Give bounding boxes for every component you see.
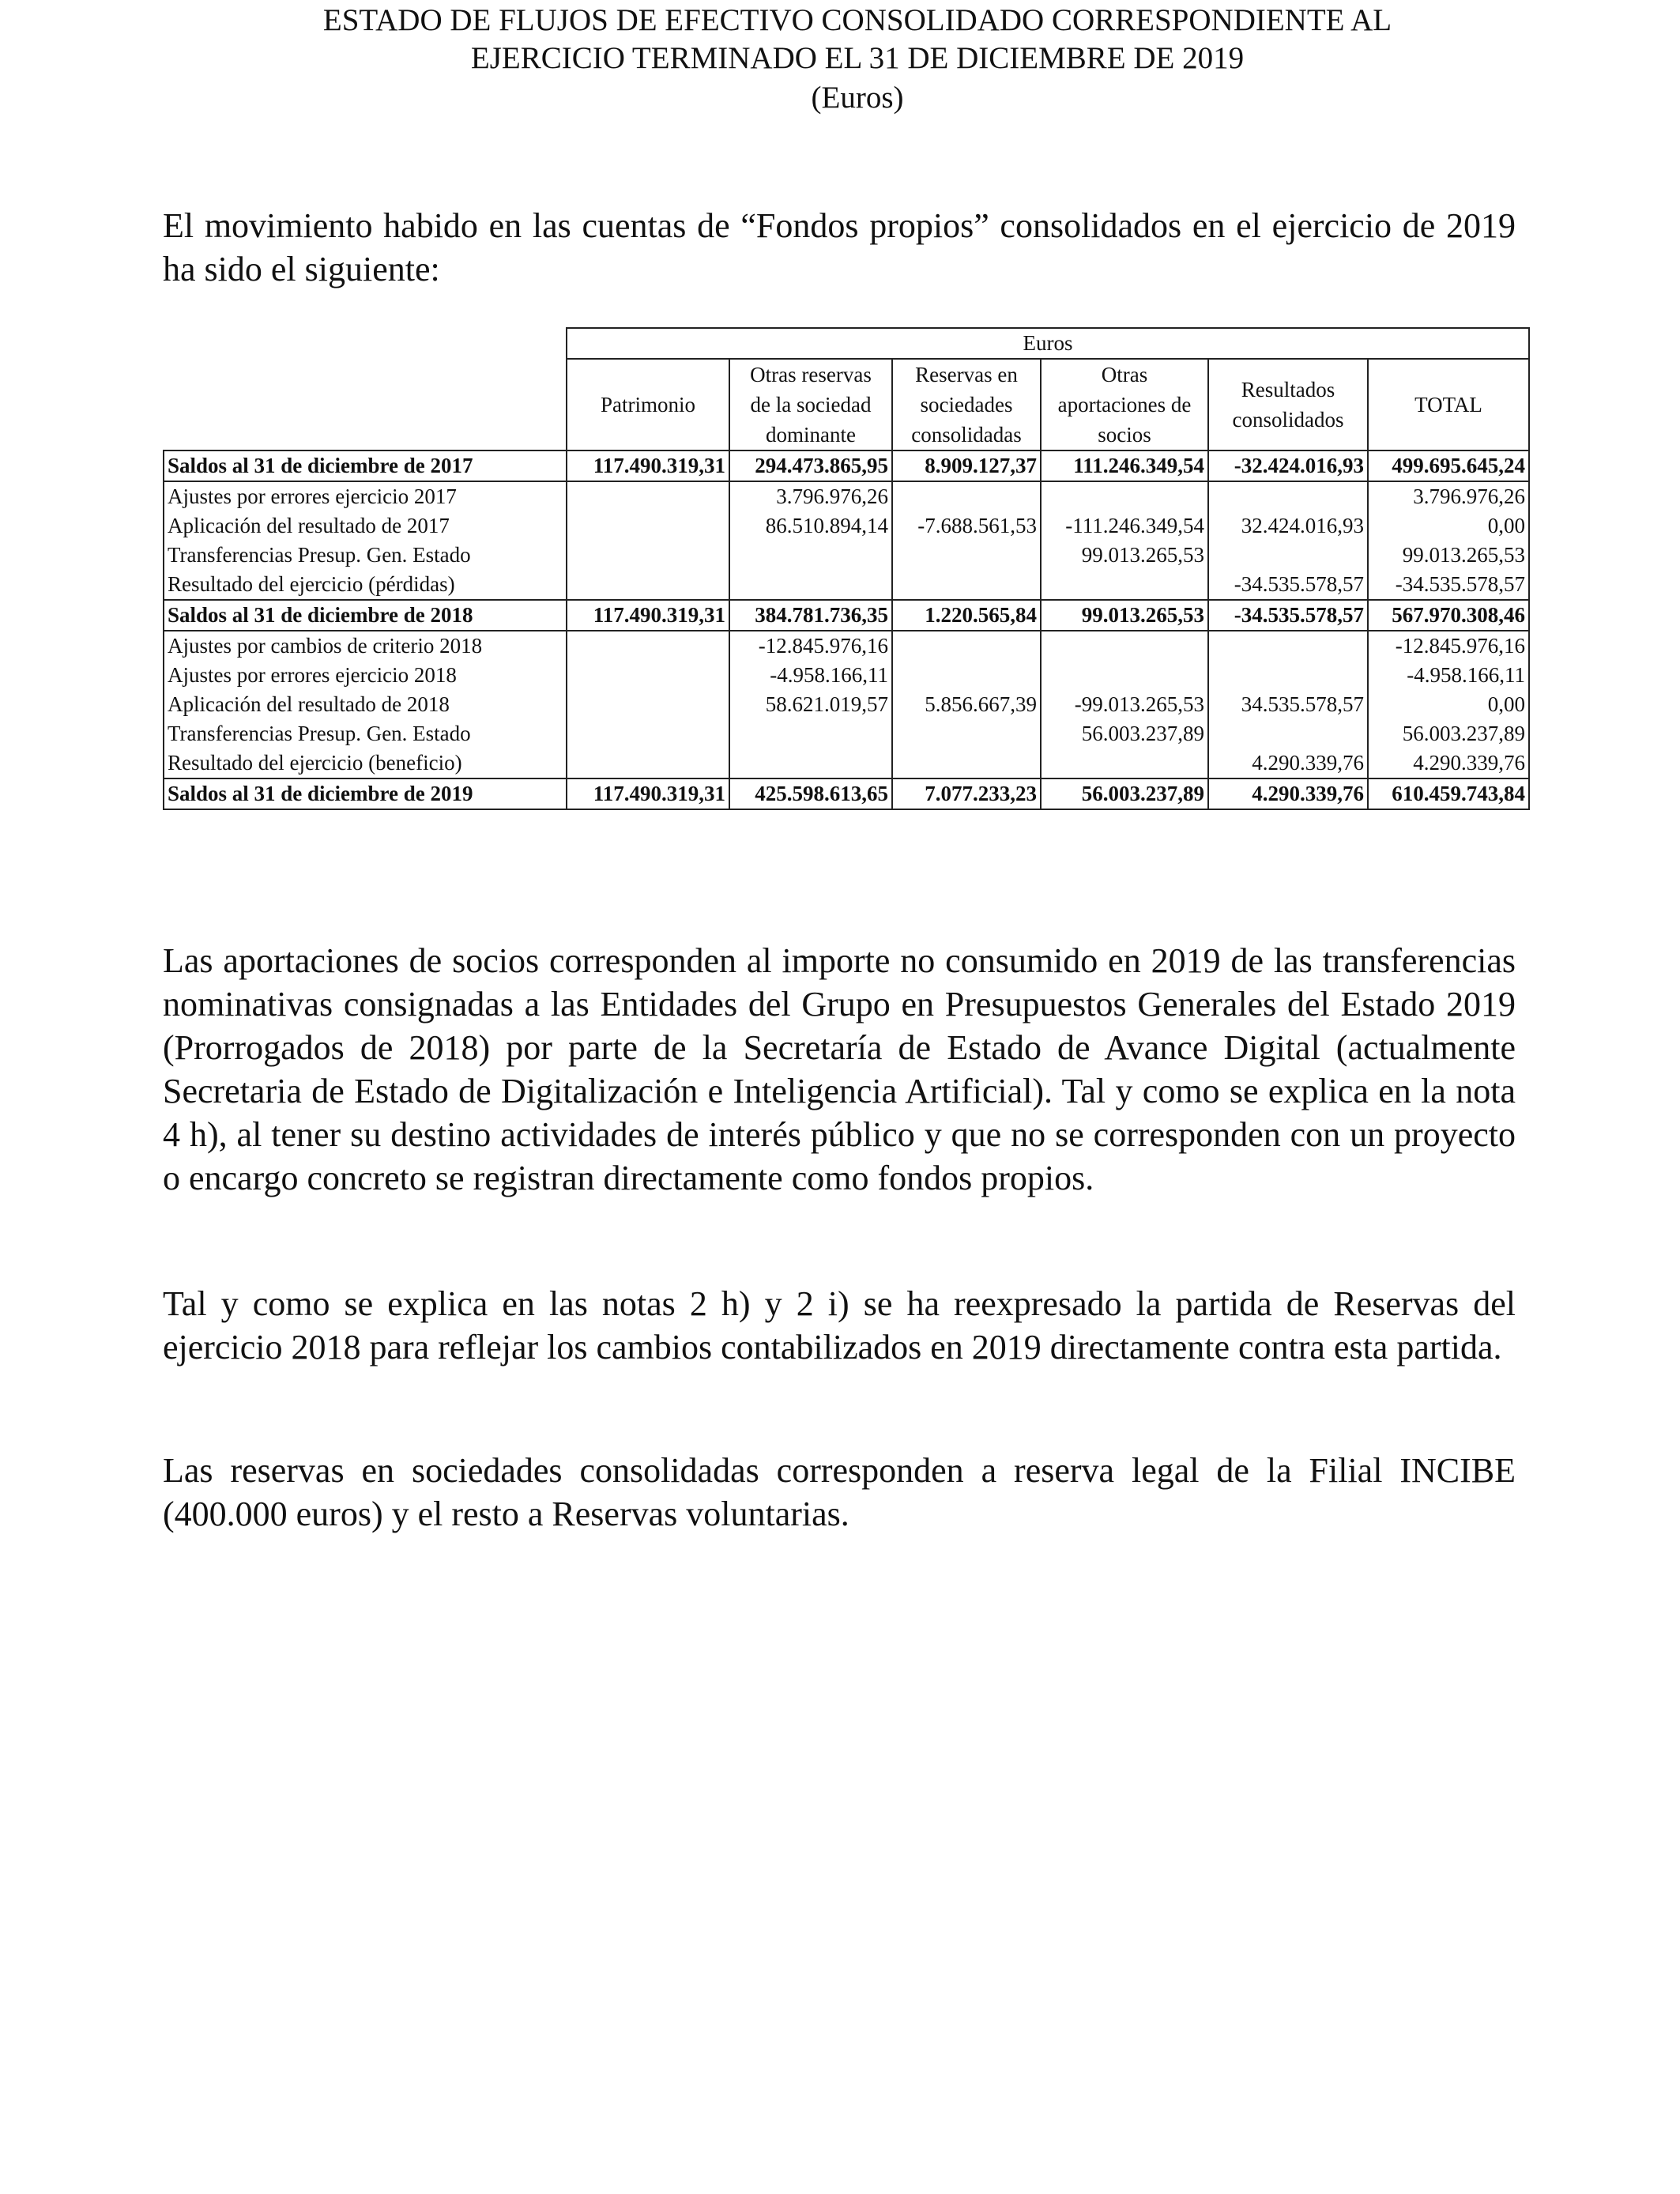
col-header-text: Resultados	[1241, 378, 1335, 401]
cell-value: 3.796.976,26	[729, 481, 892, 511]
table-row	[164, 661, 1529, 690]
paragraph-reservas: Las reservas en sociedades consolidadas corresponden a reserva legal de la Filial INCIBE (400.000 euros) y el resto a Reservas voluntarias.	[163, 1451, 1516, 1533]
cell-value: -4.958.166,11	[729, 661, 892, 690]
col-header-reservas-sociedades	[892, 359, 1041, 450]
col-header-otras-reservas	[729, 359, 892, 450]
cell-value	[567, 631, 729, 661]
cell-value	[1041, 570, 1208, 600]
cell-value: 58.621.019,57	[729, 690, 892, 719]
col-header-text: consolidadas	[911, 423, 1022, 447]
col-header-text: de la sociedad	[750, 393, 872, 417]
cell-value	[1041, 481, 1208, 511]
col-header-total	[1368, 359, 1529, 450]
col-header-resultados	[1208, 359, 1368, 450]
cell-value: -111.246.349,54	[1041, 511, 1208, 541]
table-row	[164, 748, 1529, 778]
cell-value: -12.845.976,16	[729, 631, 892, 661]
cell-value	[729, 719, 892, 748]
cell-value: 111.246.349,54	[1041, 450, 1208, 481]
cell-value: 117.490.319,31	[567, 778, 729, 809]
cell-value	[1208, 631, 1368, 661]
intro-paragraph: El movimiento habido en las cuentas de “Fondos propios” consolidados en el ejercicio de 2019 ha sido el siguiente:	[163, 206, 1516, 288]
table-row	[164, 600, 1529, 631]
cell-value: 1.220.565,84	[892, 600, 1041, 631]
table-row	[164, 631, 1529, 661]
cell-value: 3.796.976,26	[1368, 481, 1529, 511]
cell-value	[892, 631, 1041, 661]
cell-value	[567, 511, 729, 541]
row-label: Saldos al 31 de diciembre de 2019	[164, 778, 567, 809]
cell-value: 8.909.127,37	[892, 450, 1041, 481]
paragraph-aportaciones: Las aportaciones de socios corresponden al importe no consumido en 2019 de las transferencias nominativas consignadas a las Entidades del Grupo en Presupuestos Generales del Estado 2019 (Prorrogados de 2018) por parte de la Secretaría de Estado de Avance Digital (actualmente Secretaria de Estado de Digitalización e Inteligencia Artificial). Tal y como se explica en la nota 4 h), al tener su destino actividades de interés público y que no se corresponden con un proyecto o encargo concreto se registran directamente como fondos propios.	[163, 941, 1516, 1197]
table-row	[164, 719, 1529, 748]
cell-value	[892, 481, 1041, 511]
table-row	[164, 511, 1529, 541]
cell-value	[1041, 661, 1208, 690]
col-header-text: TOTAL	[1414, 393, 1482, 417]
cell-value	[567, 661, 729, 690]
cell-value: 610.459.743,84	[1368, 778, 1529, 809]
euros-group-header: Euros	[567, 328, 1529, 359]
cell-value: 294.473.865,95	[729, 450, 892, 481]
cell-value: 117.490.319,31	[567, 600, 729, 631]
col-header-text: socios	[1098, 423, 1151, 447]
cell-value: -34.535.578,57	[1368, 570, 1529, 600]
cell-value: -4.958.166,11	[1368, 661, 1529, 690]
cell-value	[567, 719, 729, 748]
col-header-patrimonio	[567, 359, 729, 450]
equity-movements-table	[163, 327, 1530, 810]
col-header-text: sociedades	[920, 393, 1013, 417]
cell-value: 56.003.237,89	[1041, 778, 1208, 809]
cell-value	[729, 748, 892, 778]
cell-value: 0,00	[1368, 511, 1529, 541]
cell-value	[892, 748, 1041, 778]
cell-value	[567, 748, 729, 778]
row-label: Saldos al 31 de diciembre de 2018	[164, 600, 567, 631]
cell-value	[892, 541, 1041, 570]
cell-value: 0,00	[1368, 690, 1529, 719]
col-header-text: consolidados	[1232, 408, 1344, 432]
cell-value: 567.970.308,46	[1368, 600, 1529, 631]
cell-value	[1208, 661, 1368, 690]
row-label: Transferencias Presup. Gen. Estado	[164, 719, 567, 748]
table-row	[164, 481, 1529, 511]
table-row	[164, 690, 1529, 719]
cell-value	[729, 570, 892, 600]
paragraph-reexpresion: Tal y como se explica en las notas 2 h) y 2 i) se ha reexpresado la partida de Reservas del ejercicio 2018 para reflejar los cambios contabilizados en 2019 directamente contra esta partida.	[163, 1284, 1516, 1367]
cell-value	[1041, 748, 1208, 778]
cell-value	[892, 719, 1041, 748]
cell-value: 425.598.613,65	[729, 778, 892, 809]
cell-value	[567, 570, 729, 600]
row-label: Ajustes por errores ejercicio 2017	[164, 481, 567, 511]
table-row	[164, 570, 1529, 600]
cell-value: 5.856.667,39	[892, 690, 1041, 719]
cell-value: -32.424.016,93	[1208, 450, 1368, 481]
cell-value: 34.535.578,57	[1208, 690, 1368, 719]
row-label: Aplicación del resultado de 2018	[164, 690, 567, 719]
cell-value: 4.290.339,76	[1208, 748, 1368, 778]
cell-value: 117.490.319,31	[567, 450, 729, 481]
col-header-text: aportaciones de	[1057, 393, 1192, 417]
col-header-text: Otras	[1101, 363, 1148, 386]
cell-value: 384.781.736,35	[729, 600, 892, 631]
col-header-text: Reservas en	[915, 363, 1018, 386]
row-label: Ajustes por errores ejercicio 2018	[164, 661, 567, 690]
cell-value: 4.290.339,76	[1368, 748, 1529, 778]
table-column-header-row	[164, 359, 1529, 450]
row-label: Saldos al 31 de diciembre de 2017	[164, 450, 567, 481]
report-title-line-2: EJERCICIO TERMINADO EL 31 DE DICIEMBRE DE 2019	[470, 41, 1245, 75]
cell-value: 56.003.237,89	[1041, 719, 1208, 748]
col-header-text: Patrimonio	[601, 393, 695, 417]
cell-value	[567, 481, 729, 511]
table-row	[164, 541, 1529, 570]
cell-value	[1208, 541, 1368, 570]
cell-value: -34.535.578,57	[1208, 600, 1368, 631]
cell-value	[892, 570, 1041, 600]
cell-value	[1208, 719, 1368, 748]
cell-value	[1208, 481, 1368, 511]
cell-value: 99.013.265,53	[1041, 600, 1208, 631]
cell-value: 4.290.339,76	[1208, 778, 1368, 809]
row-label: Resultado del ejercicio (pérdidas)	[164, 570, 567, 600]
row-label: Aplicación del resultado de 2017	[164, 511, 567, 541]
cell-value	[729, 541, 892, 570]
cell-value: 86.510.894,14	[729, 511, 892, 541]
row-label: Transferencias Presup. Gen. Estado	[164, 541, 567, 570]
cell-value: 7.077.233,23	[892, 778, 1041, 809]
report-title-line-1: ESTADO DE FLUJOS DE EFECTIVO CONSOLIDADO CORRESPONDIENTE AL	[322, 3, 1392, 37]
cell-value	[1041, 631, 1208, 661]
cell-value: 99.013.265,53	[1041, 541, 1208, 570]
table-group-header-row	[164, 328, 1529, 359]
cell-value: -7.688.561,53	[892, 511, 1041, 541]
report-currency: (Euros)	[811, 81, 904, 115]
cell-value: -12.845.976,16	[1368, 631, 1529, 661]
col-header-text: dominante	[766, 423, 856, 447]
cell-value: 32.424.016,93	[1208, 511, 1368, 541]
cell-value	[892, 661, 1041, 690]
col-header-text: Otras reservas	[750, 363, 872, 386]
cell-value	[567, 541, 729, 570]
table-row	[164, 450, 1529, 481]
cell-value: -99.013.265,53	[1041, 690, 1208, 719]
cell-value	[567, 690, 729, 719]
cell-value: 56.003.237,89	[1368, 719, 1529, 748]
row-label: Resultado del ejercicio (beneficio)	[164, 748, 567, 778]
cell-value: 499.695.645,24	[1368, 450, 1529, 481]
col-header-otras-aportaciones	[1041, 359, 1208, 450]
cell-value: -34.535.578,57	[1208, 570, 1368, 600]
table-row	[164, 778, 1529, 809]
row-label: Ajustes por cambios de criterio 2018	[164, 631, 567, 661]
cell-value: 99.013.265,53	[1368, 541, 1529, 570]
